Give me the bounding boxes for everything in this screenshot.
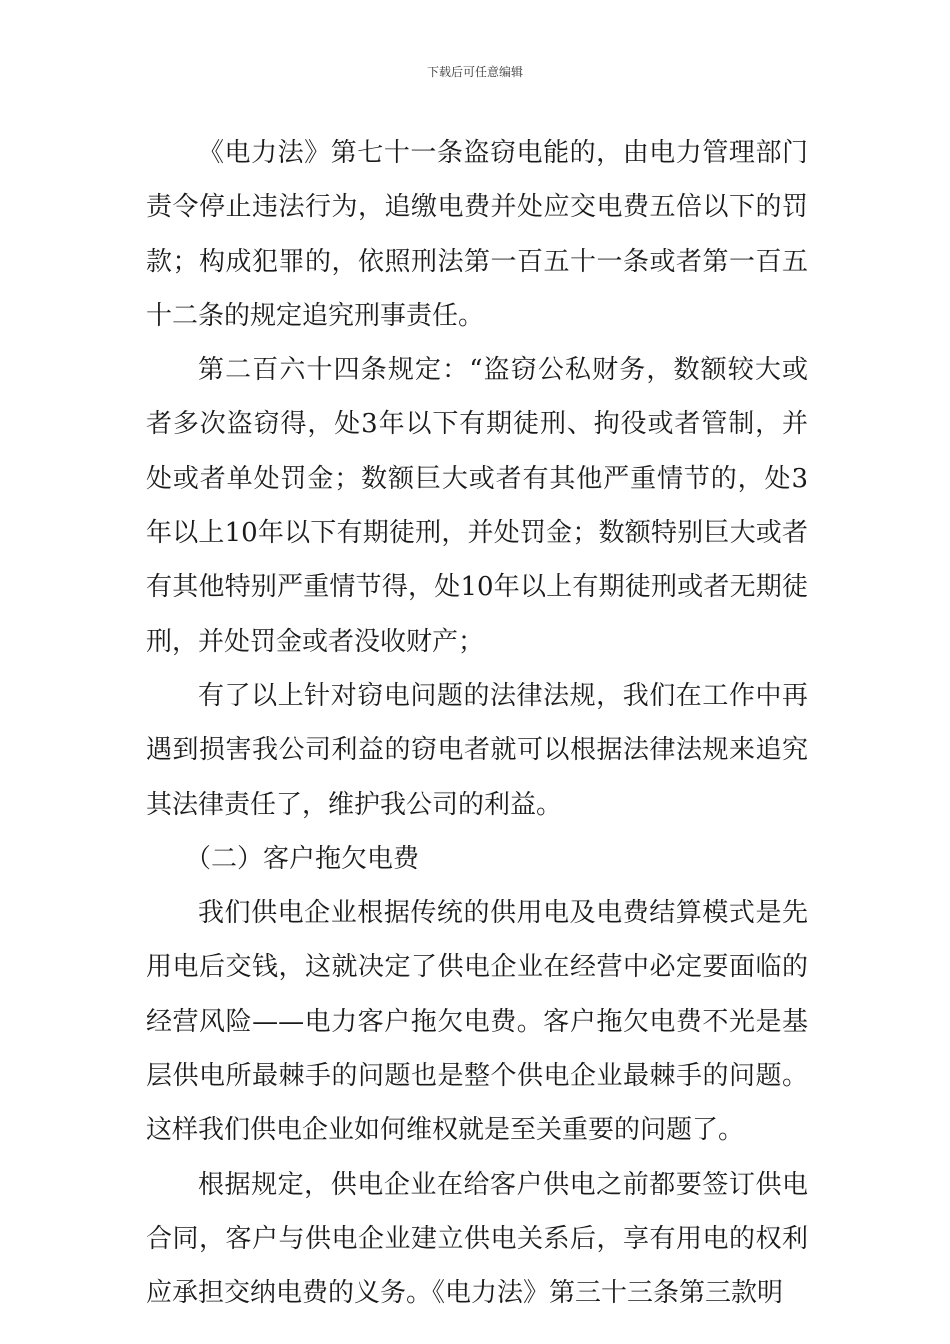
paragraph-arrears-risk: 我们供电企业根据传统的供用电及电费结算模式是先用电后交钱，这就决定了供电企业在经营中必定要面临的经营风险——电力客户拖欠电费。客户拖欠电费不光是基层供电所最棘手的问题也是整个供电企业最棘手的问题。这样我们供电企业如何维权就是至关重要的问题了。: [146, 898, 808, 1146]
paragraph-legal-basis-summary: 有了以上针对窃电问题的法律法规，我们在工作中再遇到损害我公司利益的窃电者就可以根据法律法规来追究其法律责任了，维护我公司的利益。: [146, 680, 808, 820]
page-header: 下载后可任意编辑: [426, 65, 523, 79]
section-heading-customer-arrears: （二）客户拖欠电费: [185, 843, 420, 874]
paragraph-criminal-law-article-264: 第二百六十四条规定：“盗窃公私财务，数额较大或者多次盗窃得，处3年以下有期徒刑、拘役或者管制，并处或者单处罚金；数额巨大或者有其他严重情节的，处3年以上10年以下有期徒刑，并处罚金；数额特别巨大或者有其他特别严重情节得，处10年以上有期徒刑或者无期徒刑，并处罚金或者没收财产；: [146, 355, 808, 657]
document-body: [146, 126, 808, 1321]
paragraph-electricity-law-article-71: 《电力法》第七十一条盗窃电能的，由电力管理部门责令停止违法行为，追缴电费并处应交电费五倍以下的罚款；构成犯罪的，依照刑法第一百五十一条或者第一百五十二条的规定追究刑事责任。: [146, 138, 808, 331]
paragraph-supply-contract: 根据规定，供电企业在给客户供电之前都要签订供电合同，客户与供电企业建立供电关系后，享有用电的权利应承担交纳电费的义务。《电力法》第三十三条第三款明: [146, 1169, 808, 1309]
